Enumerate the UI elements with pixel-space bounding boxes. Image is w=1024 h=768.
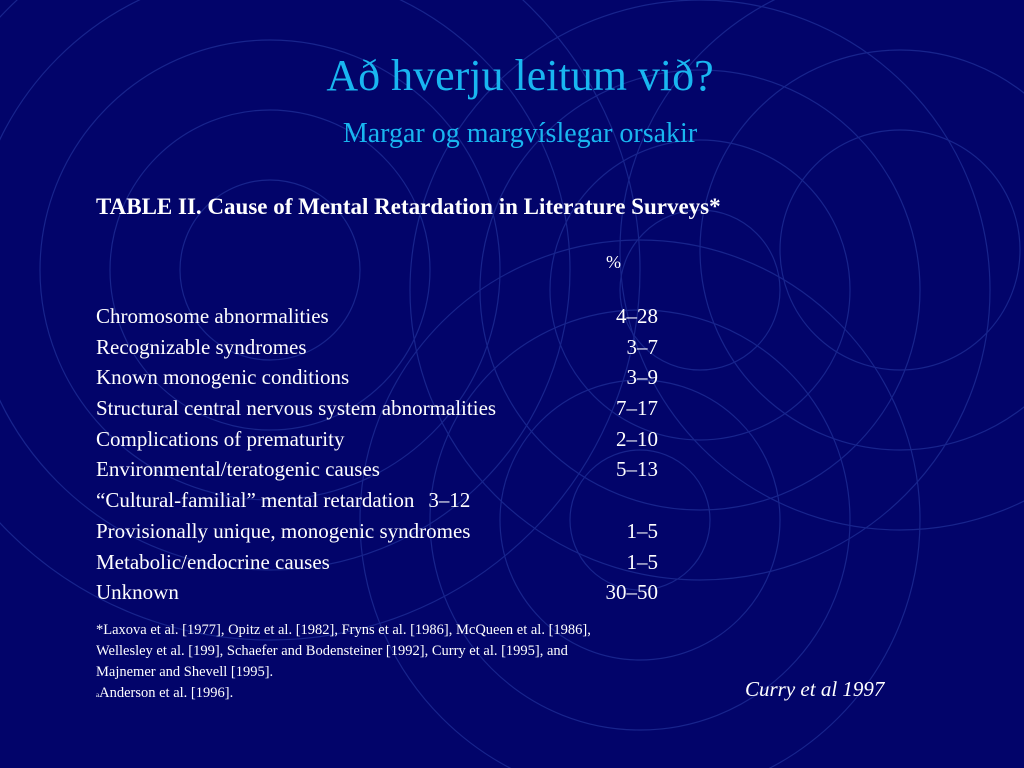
table-row xyxy=(96,393,696,424)
footnote-anderson-text: Anderson et al. [1996]. xyxy=(99,685,234,701)
percent-value: 4–28 xyxy=(616,304,658,328)
percent-value: 1–5 xyxy=(626,549,658,574)
cause-label: Structural central nervous system abnormalities xyxy=(96,396,497,421)
slide-title: Að hverju leitum við? xyxy=(326,51,714,100)
percent-value: 1–5 xyxy=(626,518,658,543)
cause-label: Provisionally unique, monogenic syndromes xyxy=(96,518,471,543)
cause-label: Environmental/teratogenic causes xyxy=(96,457,380,482)
percent-value: 7–17 xyxy=(616,396,658,421)
slide-subtitle: Margar og margvíslegar orsakir xyxy=(342,118,698,149)
cause-label: Chromosome abnormalities xyxy=(96,304,329,328)
table-row xyxy=(96,454,696,485)
cause-label: Metabolic/endocrine causes xyxy=(96,549,330,574)
table-row xyxy=(96,485,696,516)
cause-label: Recognizable syndromes xyxy=(96,334,307,359)
table-row xyxy=(96,332,696,363)
cause-label: Known monogenic conditions xyxy=(96,365,350,390)
table-heading: TABLE II. Cause of Mental Retardation in Literature Surveys* xyxy=(96,194,721,219)
cause-label: “Cultural-familial” mental retardation xyxy=(96,488,415,513)
source-citation: Curry et al 1997 xyxy=(745,677,885,701)
percent-value: 2–10 xyxy=(616,426,658,451)
percent-value: 30–50 xyxy=(605,580,658,605)
table-row xyxy=(96,516,696,547)
percent-value: 3–12 xyxy=(428,488,471,513)
footnote-references: *Laxova et al. [1977], Opitz et al. [1982], Fryns et al. [1986], McQueen et al. [1986], Wellesley et al. [199], Schaefer and Bodensteiner [1992], Curry et al. [1995], and Majnemer and Shevell [1995]. xyxy=(96,622,591,680)
percent-value: 3–9 xyxy=(626,365,658,390)
percent-value: 5–13 xyxy=(616,457,658,482)
table-row xyxy=(96,577,696,608)
percent-column-header: % xyxy=(606,252,621,272)
table-row xyxy=(96,424,696,455)
cause-table xyxy=(96,301,696,608)
table-row xyxy=(96,301,696,332)
footnote xyxy=(96,620,616,706)
percent-value: 3–7 xyxy=(626,334,658,359)
cause-label: Complications of prematurity xyxy=(96,426,345,451)
footnote-mark: a xyxy=(96,691,100,699)
cause-label: Unknown xyxy=(96,580,179,605)
table-row xyxy=(96,547,696,578)
table-row xyxy=(96,362,696,393)
footnote-anderson xyxy=(96,683,616,706)
